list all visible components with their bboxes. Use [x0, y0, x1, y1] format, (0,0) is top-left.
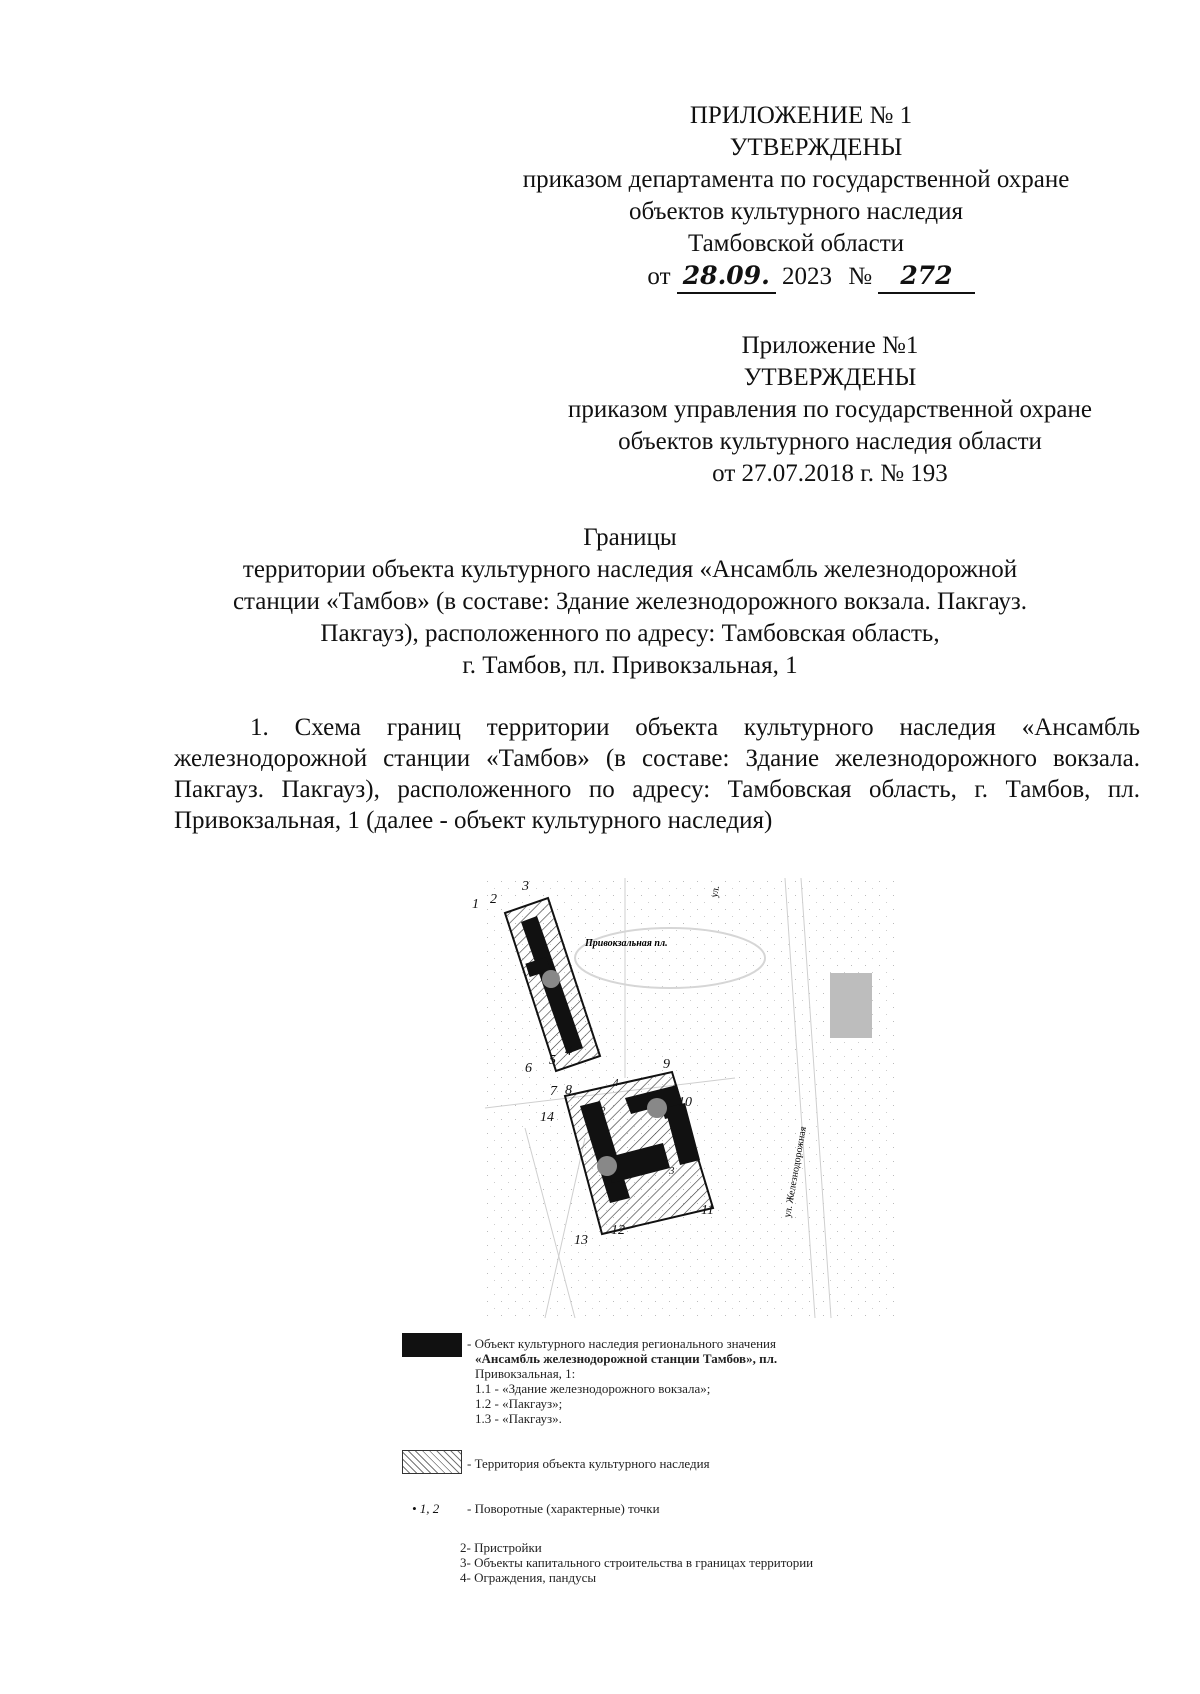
point-label: 5	[549, 1053, 556, 1068]
document-title	[150, 522, 1110, 682]
legend-text: 1.3 - «Пакгауз».	[475, 1411, 562, 1426]
legend-text: - Объект культурного наследия регионального значения	[467, 1336, 776, 1351]
legend-numbered	[460, 1540, 813, 1585]
legend-text: 4- Ограждения, пандусы	[460, 1570, 597, 1585]
point-label: 11	[701, 1203, 714, 1218]
paragraph-text: 1. Схема границ территории объекта культурного наследия «Ансамбль железнодорожной станции «Тамбов» (в составе: Здание железнодорожного вокзала. Пакгауз. Пакгауз), расположенного по адресу: Тамбовская область, г. Тамбов, пл. Привокзальная, 1 (далее - объект культурного наследия)	[174, 714, 1140, 834]
street-label: ул. Железнодорожная	[782, 1125, 809, 1219]
approved-label-2: УТВЕРЖДЕНЫ	[743, 364, 917, 391]
handwritten-date: 28.09.	[677, 260, 776, 294]
approval-block-2023	[440, 100, 1152, 294]
object-1-2-marker	[597, 1156, 617, 1176]
legend-text: 1.2 - «Пакгауз»;	[475, 1396, 563, 1411]
title-heading: Границы	[583, 524, 677, 551]
object-1-3-marker	[647, 1098, 667, 1118]
legend-text: Привокзальная, 1:	[475, 1366, 576, 1381]
legend-text: 3- Объекты капитального строительства в границах территории	[460, 1555, 814, 1570]
legend-text: 1.1 - «Здание железнодорожного вокзала»;	[475, 1381, 711, 1396]
legend-territory-swatch	[402, 1450, 462, 1474]
date-prefix: от	[647, 263, 671, 290]
legend-points	[467, 1501, 660, 1516]
point-label: 13	[574, 1233, 588, 1248]
point-label: 6	[525, 1061, 532, 1076]
legend-object	[467, 1336, 777, 1426]
title-line: станции «Тамбов» (в составе: Здание железнодорожного вокзала. Пакгауз.	[232, 588, 1028, 615]
feature-mark: 4	[613, 1077, 619, 1089]
title-line: территории объекта культурного наследия «Ансамбль железнодорожной	[242, 556, 1018, 583]
point-label: 14	[540, 1110, 554, 1125]
object-1-1-marker	[542, 970, 560, 988]
order-line-4: объектов культурного наследия области	[618, 428, 1042, 455]
appendix-number: ПРИЛОЖЕНИЕ № 1	[689, 102, 913, 129]
legend-text: 2- Пристройки	[460, 1540, 542, 1555]
order-year: 2023	[782, 263, 833, 290]
point-label: 1	[472, 897, 479, 912]
order-line: приказом департамента по государственной охране	[522, 166, 1070, 193]
number-prefix: №	[848, 263, 873, 290]
appendix-label: Приложение №1	[741, 332, 919, 359]
order-line-3: приказом управления по государственной охране	[568, 396, 1092, 423]
approved-label: УТВЕРЖДЕНЫ	[729, 134, 903, 161]
feature-mark: 2	[600, 1105, 606, 1117]
region-line: Тамбовской области	[687, 230, 905, 257]
feature-mark: 3	[669, 1165, 675, 1177]
point-label: 7	[550, 1084, 557, 1099]
title-line: Пакгауз), расположенного по адресу: Тамбовская область,	[320, 620, 940, 647]
scheme-paragraph	[174, 712, 1140, 836]
order-line-2: объектов культурного наследия	[629, 198, 963, 225]
order-date-2018: от 27.07.2018 г. № 193	[712, 460, 948, 487]
nearby-building	[830, 973, 872, 1038]
street-label-top: ул.	[709, 884, 723, 899]
point-label: 2	[490, 892, 497, 907]
point-label: 12	[611, 1223, 625, 1238]
order-date-line	[440, 260, 1152, 294]
legend-territory	[467, 1456, 710, 1471]
point-label: 9	[663, 1057, 670, 1072]
legend-points-symbol: • 1, 2	[412, 1501, 440, 1516]
title-line: г. Тамбов, пл. Привокзальная, 1	[462, 652, 798, 679]
point-label: 4	[565, 1044, 572, 1059]
boundary-scheme-map	[472, 878, 900, 1318]
legend-text: «Ансамбль железнодорожной станции Тамбов», пл.	[475, 1351, 778, 1366]
point-label: 3	[522, 879, 529, 894]
legend-text: - Поворотные (характерные) точки	[467, 1501, 660, 1516]
point-label: 8	[565, 1083, 572, 1098]
legend-object-swatch	[402, 1333, 462, 1357]
handwritten-number: 272	[878, 260, 974, 294]
legend-text: - Территория объекта культурного наследия	[467, 1456, 710, 1471]
square-label: Привокзальная пл.	[585, 938, 668, 949]
point-label: 10	[678, 1095, 692, 1110]
approval-block-2018	[500, 330, 1160, 490]
